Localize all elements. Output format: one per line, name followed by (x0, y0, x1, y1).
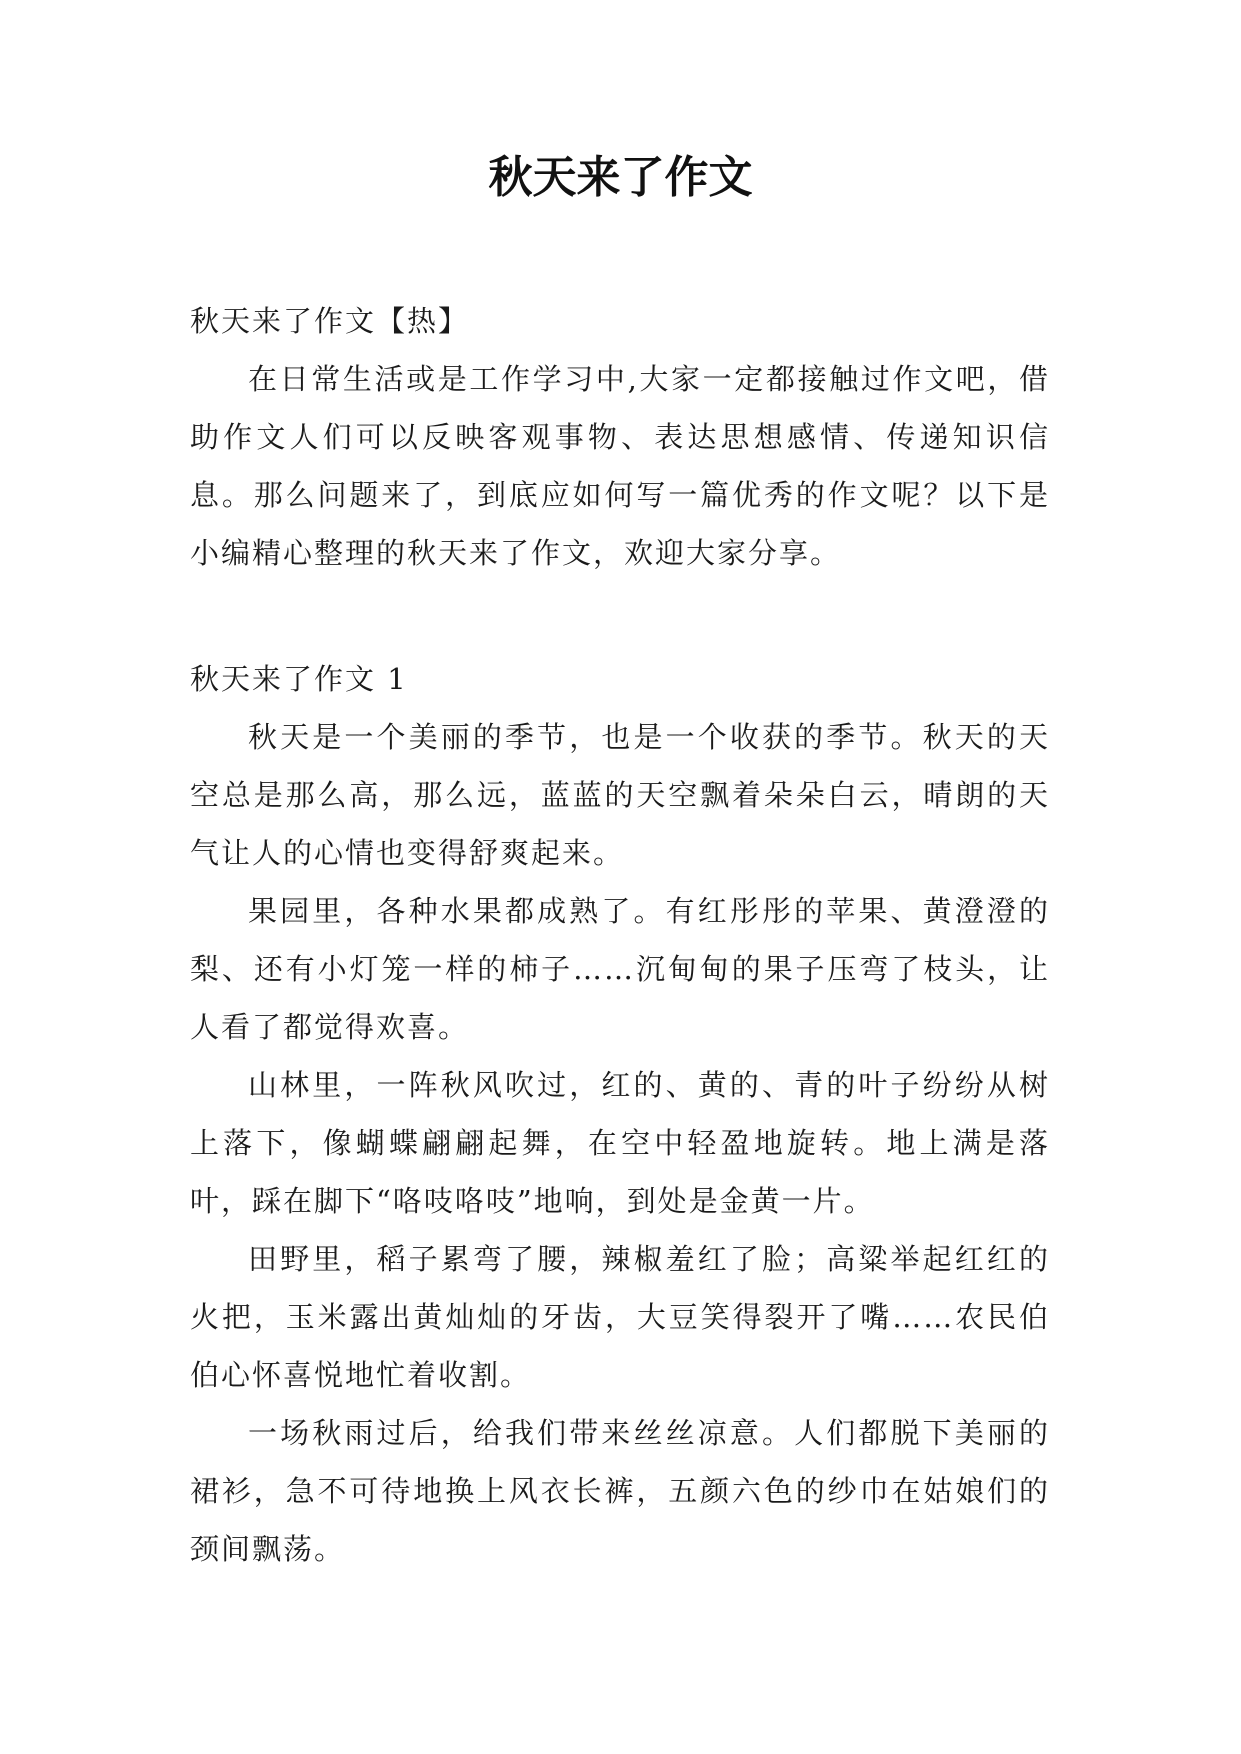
intro-heading: 秋天来了作文【热】 (190, 304, 470, 338)
essay-paragraph: 山林里，一阵秋风吹过，红的、黄的、青的叶子纷纷从树上落下，像蝴蝶翩翩起舞，在空中轻盈地旋转。地上满是落叶，踩在脚下“咯吱咯吱”地响，到处是金黄一片。 (190, 1068, 1050, 1218)
document-title: 秋天来了作文 (488, 152, 753, 203)
essay-paragraph: 一场秋雨过后，给我们带来丝丝凉意。人们都脱下美丽的裙衫，急不可待地换上风衣长裤，五颜六色的纱巾在姑娘们的颈间飘荡。 (190, 1416, 1050, 1566)
essay-heading: 秋天来了作文 1 (190, 662, 408, 696)
essay-paragraph: 田野里，稻子累弯了腰，辣椒羞红了脸；高粱举起红红的火把，玉米露出黄灿灿的牙齿，大豆笑得裂开了嘴……农民伯伯心怀喜悦地忙着收割。 (190, 1242, 1050, 1392)
essay-paragraph: 果园里，各种水果都成熟了。有红彤彤的苹果、黄澄澄的梨、还有小灯笼一样的柿子……沉甸甸的果子压弯了枝头，让人看了都觉得欢喜。 (190, 894, 1050, 1044)
intro-paragraph: 在日常生活或是工作学习中,大家一定都接触过作文吧，借助作文人们可以反映客观事物、表达思想感情、传递知识信息。那么问题来了，到底应如何写一篇优秀的作文呢？以下是小编精心整理的秋天来了作文，欢迎大家分享。 (190, 362, 1050, 570)
essay-paragraph: 秋天是一个美丽的季节，也是一个收获的季节。秋天的天空总是那么高，那么远，蓝蓝的天空飘着朵朵白云，晴朗的天气让人的心情也变得舒爽起来。 (190, 720, 1050, 870)
document-body (190, 292, 1050, 1578)
section-spacer (190, 582, 1050, 650)
